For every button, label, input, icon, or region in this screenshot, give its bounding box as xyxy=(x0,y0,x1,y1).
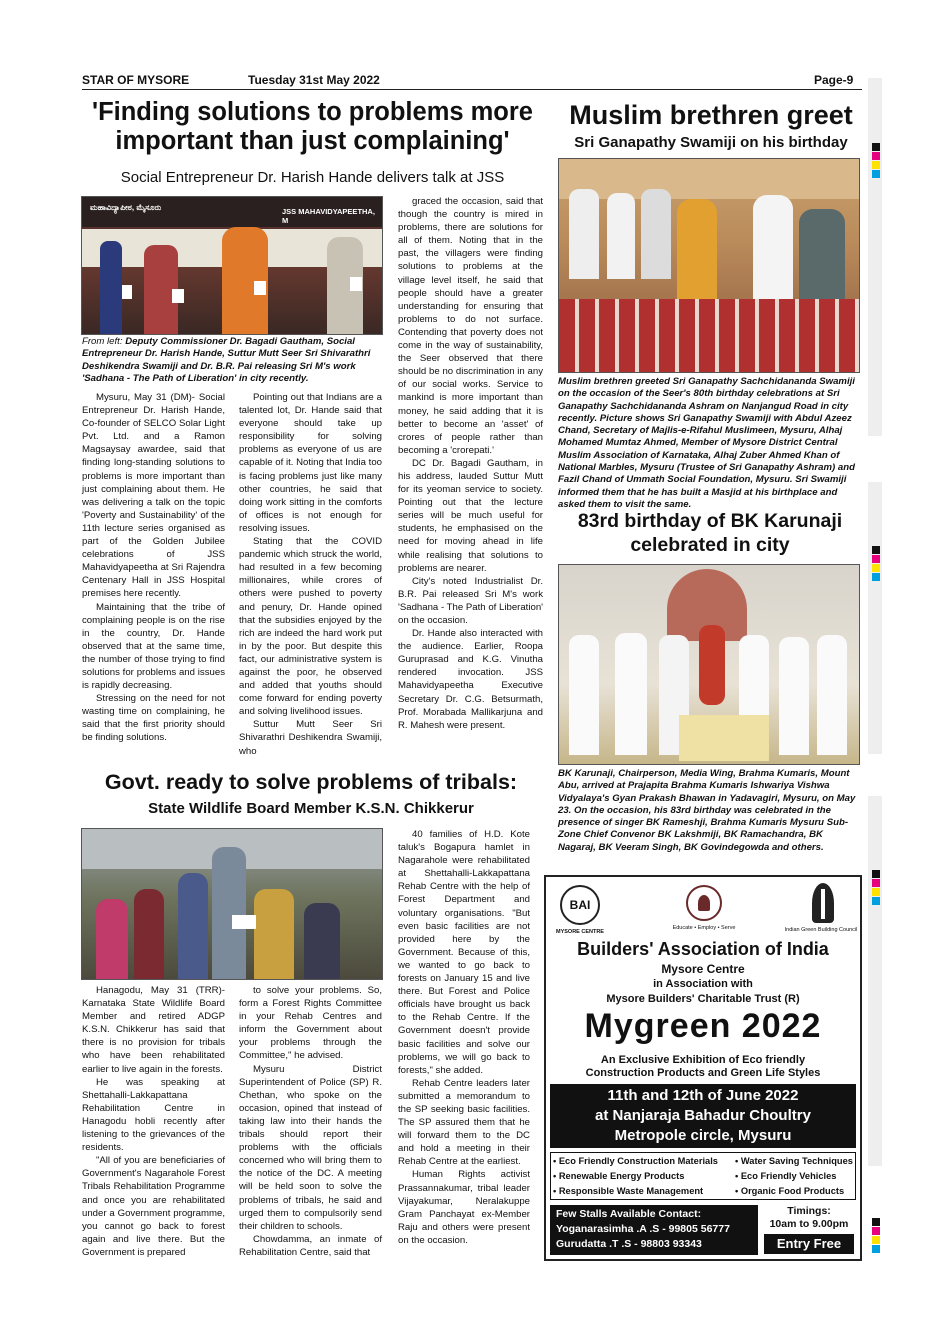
story4-column-3: 40 families of H.D. Kote taluk's Bogapura hamlet in Nagarahole were rehabilitated at Shettahalli-Lakkapattana Rehab Centre with the help of Forest Department and voluntary organisations. "But even basic facilities are not provided here by the Government. Because of this, we wanted to go back to forests on January 15 and live there. But Forest and Police officials have brought us back to the Rehab Centre. If the Government doesn't provide basic facilities and solve our problems, we will go back to forests," she added. Rehab Centre leaders later submitted a memorandum to the SP seeking basic facilities. The SP assured them that he will forward them to the DC and hold a meeting in their Rehab Centre at the earliest. Human Rights activist Prassannakumar, tribal leader Vijayakumar, Neralakuppe Gram Panchayat ex-Member Raju and others were present on the occasion. xyxy=(398,829,530,1246)
book xyxy=(350,277,362,291)
story2-caption: Muslim brethren greeted Sri Ganapathy Sachchidananda Swamiji on the occasion of the Seer's 80th birthday celebrations at Sri Ganapathy Sachchidananda Ashram on Nanjangud Road in city recently. Picture shows Sri Ganapathy Swamiji with Abdul Azeez Chand, Secretary of Majlis-e-Rifahul Muslimeen, Mysuru, Alhaj Mohamed Mumtaz Ahmed, Member of Mysore District Central Muslim Association of Karnataka, Alhaj Zuber Ahmed Khan of National Marbles, Mysuru (Trustee of Sri Ganapathy Ashram) and Fazil Chand of Ummath Social Foundation, Mysuru. Sri Swamiji informed them that he has built a Masjid at his birthplace and asked them to visit the same. xyxy=(558,376,855,510)
books-display xyxy=(559,299,859,373)
story2-subhead: Sri Ganapathy Swamiji on his birthday xyxy=(574,134,848,151)
ad-organization: Builders' Association of India xyxy=(577,939,829,959)
story1-column-2: Pointing out that Indians are a talented lot, Dr. Hande said that everyone should take up responsibility for solving problems as everyone of us are capable of it. Noting that India too is facing problems just like many other countries, he said that doing work sitting in the comforts of offices is not enough for resolving issues. Stating that the COVID pandemic which struck the world, had resulted in a few becoming millionaires, while crores of others were pushed to poverty and penury, Dr. Hande opined that the subsidies enjoyed by the rich are indeed the hard work put in by the poor. But despite this fact, our administrative system is against the poor, he observed and added that youths should come forward for ending poverty and solving livelihood issues. Suttur Mutt Seer Sri Shivarathri Deshikendra Swamiji, who xyxy=(239,392,382,757)
igbc-logo-caption: Indian Green Building Council xyxy=(784,927,858,933)
registration-mark xyxy=(872,1218,880,1226)
person xyxy=(178,873,208,980)
igbc-logo xyxy=(812,883,834,923)
person xyxy=(779,637,809,755)
ad-description-2: Construction Products and Green Life Styles xyxy=(585,1067,821,1079)
registration-mark xyxy=(872,564,880,572)
registration-mark xyxy=(872,1227,880,1235)
book xyxy=(122,285,132,299)
person xyxy=(569,189,599,279)
registration-mark xyxy=(872,870,880,878)
trust-logo xyxy=(686,885,722,921)
registration-mark xyxy=(872,555,880,563)
person xyxy=(212,847,246,980)
story4-column-1: Hanagodu, May 31 (TRR)- Karnataka State Wildlife Board Member and retired ADGP K.S.N. Chikkerur has said that there is no provision for tribals who have been rehabilitated earlier to live again in the forests. He was speaking at Shettahalli-Lakkapattana Rehabilitation Centre in Hanagodu hobli recently after listening to the grievances of the residents. "All of you are beneficiaries of Government's Nagarahole Forest Tribals Rehabilitation Programme and once you are rehabilitated under a Government programme, you cannot go back to forest again and live there. But the Government is prepared xyxy=(82,985,225,1258)
bai-logo: BAI xyxy=(560,885,600,925)
person xyxy=(677,199,717,309)
registration-mark xyxy=(872,546,880,554)
story4-subhead: State Wildlife Board Member K.S.N. Chikkerur xyxy=(148,800,474,817)
registration-mark xyxy=(872,879,880,887)
memorandum xyxy=(232,915,256,929)
idol xyxy=(699,625,725,705)
book xyxy=(172,289,184,303)
person xyxy=(641,189,671,279)
ad-association: in Association with xyxy=(653,978,753,990)
registration-mark xyxy=(872,897,880,905)
registration-mark xyxy=(872,170,880,178)
story1-caption: From left: Deputy Commissioner Dr. Bagadi Gautham, Social Entrepreneur Dr. Harish Hande, Suttur Mutt Seer Sri Shivarathri Deshikendra Swamiji and Dr. B.R. Pai releasing Sri M's work 'Sadhana - The Path of Liberation' in city recently. xyxy=(82,336,371,384)
person xyxy=(569,635,599,755)
registration-mark xyxy=(872,152,880,160)
registration-mark xyxy=(872,1236,880,1244)
person xyxy=(254,889,294,980)
story1-column-3: graced the occasion, said that though the country is mired in problems, there are solutions for all of them. Noting that in the past, the villagers were finding solutions to problems at the village level itself, he said that people should have a greater understanding for ensuring that problems to do not surface. Contending that poverty does not come in the way of sustainability, the Seer observed that there should be no discrimination in any of our social works. Service to mankind is more important than money, he said adding that it is better to become an 'asset' of crores of people rather than becoming a 'crorepati.' DC Dr. Bagadi Gautham, in his address, lauded Suttur Mutt for its yeoman service to society. Pointing out that the lecture series will be much useful for students, he emphasised on the need for moving ahead in life while realising that solutions to problems are nearer. City's noted Industrialist Dr. B.R. Pai released Sri M's work 'Sadhana - The Path of Liberation' on the occasion. Dr. Hande also interacted with the audience. Earlier, Roopa Guruprasad and K.G. Vinutha rendered invocation. JSS Mahavidyapeetha Executive Secretary Dr. C.G. Betsurmath, Prof. Morabada Mallikarjuna and R. Mahesh were present. xyxy=(398,196,543,731)
story1-headline: 'Finding solutions to problems more important than just complaining' xyxy=(92,98,533,155)
ad-trust: Mysore Builders' Charitable Trust (R) xyxy=(606,993,800,1005)
paper-name: STAR OF MYSORE xyxy=(82,73,190,87)
ad-timings: Timings: 10am to 9.00pm xyxy=(769,1205,849,1230)
registration-mark xyxy=(872,1245,880,1253)
bai-logo-caption: MYSORE CENTRE xyxy=(556,929,604,935)
person xyxy=(134,889,164,980)
story3-headline: 83rd birthday of BK Karunaji celebrated in city xyxy=(577,510,843,556)
story4-photo xyxy=(81,828,383,980)
person xyxy=(304,903,340,980)
trust-logo-caption: Educate • Employ • Serve xyxy=(672,925,736,931)
ad-contact: Few Stalls Available Contact: Yoganarasimha .A .S - 99805 56777 Gurudatta .T .S - 98803 93343 xyxy=(550,1205,758,1255)
advertisement-mygreen xyxy=(544,875,862,1261)
header-rule xyxy=(82,89,862,90)
margin-strip xyxy=(868,796,882,1166)
margin-strip xyxy=(868,78,882,436)
person xyxy=(817,635,847,755)
ad-event-details: 11th and 12th of June 2022 at Nanjaraja Bahadur Choultry Metropole circle, Mysuru xyxy=(550,1084,856,1148)
registration-mark xyxy=(872,161,880,169)
story1-column-1: Mysuru, May 31 (DM)- Social Entrepreneur Dr. Harish Hande, Co-founder of SELCO Solar Light Pvt. Ltd. and a Ramon Magsaysay awardee, said that finding long-standing solutions to problems is more important than just complaining about them. He was delivering a talk on the topic 'Poverty and Sustainability' of the 11th lecture series organised as part of the Golden Jubilee celebrations of JSS Mahavidyapeetha at Sri Rajendra Centenary Hall in JSS Hospital premises here recently. Maintaining that the tribe of complaining people is on the rise in the country, Dr. Hande observed that at the same time, the number of those trying to find solutions for problems and issues is rapidly decreasing. Stressing on the need for not wasting time on complaining, he said that the first priority should be finding solutions. xyxy=(82,392,225,744)
registration-mark xyxy=(872,888,880,896)
book xyxy=(254,281,266,295)
story3-photo xyxy=(558,564,860,765)
story1-subhead: Social Entrepreneur Dr. Harish Hande delivers talk at JSS xyxy=(120,169,505,186)
story3-caption: BK Karunaji, Chairperson, Media Wing, Brahma Kumaris, Mount Abu, arrived at Prajapita Brahma Kumaris Ishwariya Vishwa Vidyalaya's Gyan Prakash Bhawan in Yadavagiri, Mysuru, on May 23. On the occasion, his 83rd birthday was celebrated in the presence of singer BK Rameshji, Brahma Kumaris Mysuru Sub-Zone Chief Convenor BK Lakshmiji, BK Ramachandra, BK Nagaraj, BK Veeram Singh, BK Govindegowda and others. xyxy=(558,768,856,853)
table xyxy=(679,715,769,761)
ad-description-1: An Exclusive Exhibition of Eco friendly xyxy=(600,1054,806,1066)
issue-date: Tuesday 31st May 2022 xyxy=(248,73,380,87)
person xyxy=(615,633,647,755)
registration-mark xyxy=(872,573,880,581)
ad-event-title: Mygreen 2022 xyxy=(584,1007,822,1045)
ad-features: • Eco Friendly Construction Materials • Water Saving Techniques • Renewable Energy Products • Eco Friendly Vehicles • Responsible Waste Management • Organic Food Products xyxy=(550,1152,856,1200)
margin-strip xyxy=(868,482,882,754)
registration-mark xyxy=(872,143,880,151)
story2-headline: Muslim brethren greet xyxy=(569,100,853,130)
person xyxy=(96,899,128,980)
person xyxy=(753,195,793,315)
page-number: Page-9 xyxy=(814,73,854,87)
story4-headline: Govt. ready to solve problems of tribals: xyxy=(104,770,518,794)
person xyxy=(100,241,122,335)
story1-photo: ಮಹಾವಿದ್ಯಾಪೀಠ, ಮೈಸೂರು JSS MAHAVIDYAPEETHA, M xyxy=(81,196,383,335)
story2-photo xyxy=(558,158,860,373)
ad-centre: Mysore Centre xyxy=(661,962,745,976)
ad-entry-free: Entry Free xyxy=(764,1234,854,1254)
story4-column-2: to solve your problems. So, form a Forest Rights Committee in your Rehab Centres and inform the Government about your problems through the Committee," he advised. Mysuru District Superintendent of Police (SP) R. Chethan, who spoke on the occasion, opined that instead of taking law into their hands the tribals should report their problems with the officials concerned who will bring them to the notice of the DC. A meeting will be held soon to solve the problems of tribals, he said and urged them to compulsorily send their children to schools. Chowdamma, an inmate of Rehabilitation Centre, said that xyxy=(239,985,382,1258)
person xyxy=(607,193,635,279)
